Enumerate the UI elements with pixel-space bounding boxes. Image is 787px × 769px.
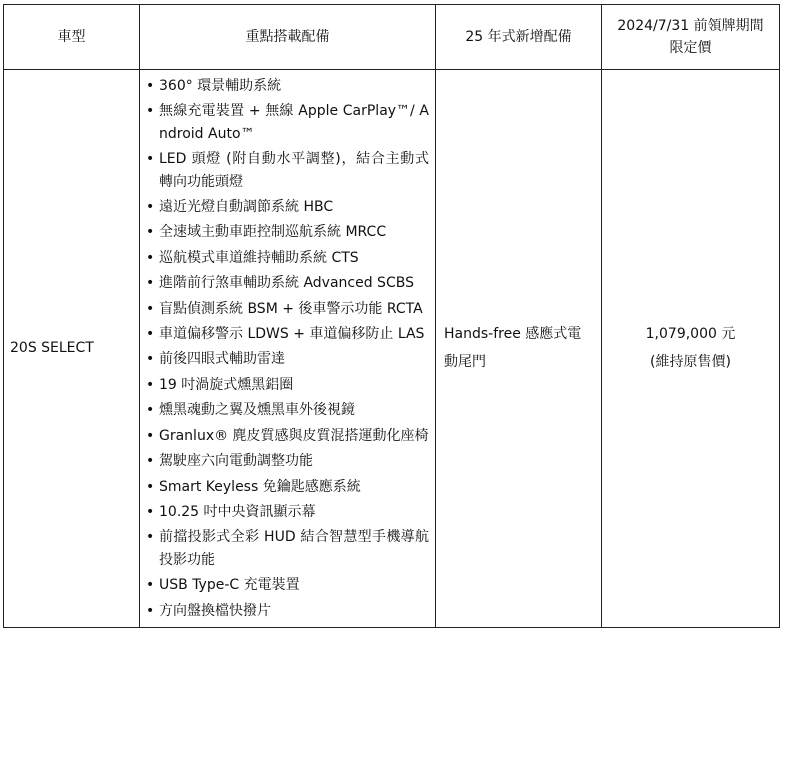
price-cell — [602, 70, 780, 628]
list-item: • 進階前行煞車輔助系統 Advanced SCBS — [146, 272, 429, 294]
header-price-line2: 限定價 — [669, 40, 712, 56]
list-item: • LED 頭燈 (附自動水平調整)，結合主動式轉向功能頭燈 — [146, 148, 429, 193]
feature-list — [146, 75, 429, 622]
header-features: 重點搭載配備 — [140, 5, 436, 70]
header-price-line1: 2024/7/31 前領牌期間 — [617, 18, 764, 34]
header-model: 車型 — [4, 5, 140, 70]
price-note: (維持原售價) — [650, 354, 731, 371]
table-row — [4, 70, 780, 628]
features-cell — [140, 70, 436, 628]
list-item: • 方向盤換檔快撥片 — [146, 600, 429, 622]
list-item: • 燻黑魂動之翼及燻黑車外後視鏡 — [146, 399, 429, 421]
list-item: • Granlux® 麂皮質感與皮質混搭運動化座椅 — [146, 425, 429, 447]
list-item: • 全速域主動車距控制巡航系統 MRCC — [146, 221, 429, 243]
price-value: 1,079,000 元 — [645, 326, 736, 343]
list-item: • 巡航模式車道維持輔助系統 CTS — [146, 247, 429, 269]
list-item: • Smart Keyless 免鑰匙感應系統 — [146, 476, 429, 498]
header-price — [602, 5, 780, 70]
list-item: • 無線充電裝置 + 無線 Apple CarPlay™/ Android Auto™ — [146, 100, 429, 145]
model-cell: 20S SELECT — [4, 70, 140, 628]
spec-table — [3, 4, 780, 628]
header-new-features: 25 年式新增配備 — [436, 5, 602, 70]
list-item: • 盲點偵測系統 BSM + 後車警示功能 RCTA — [146, 298, 429, 320]
list-item: • 19 吋渦旋式燻黑鋁圈 — [146, 374, 429, 396]
list-item: • 前擋投影式全彩 HUD 結合智慧型手機導航投影功能 — [146, 526, 429, 571]
list-item: • 車道偏移警示 LDWS + 車道偏移防止 LAS — [146, 323, 429, 345]
header-row — [4, 5, 780, 70]
list-item: • 360° 環景輔助系統 — [146, 75, 429, 97]
list-item: • USB Type-C 充電裝置 — [146, 574, 429, 596]
list-item: • 遠近光燈自動調節系統 HBC — [146, 196, 429, 218]
new-feature-cell: Hands-free 感應式電動尾門 — [436, 70, 602, 628]
list-item: • 前後四眼式輔助雷達 — [146, 348, 429, 370]
list-item: • 駕駛座六向電動調整功能 — [146, 450, 429, 472]
list-item: • 10.25 吋中央資訊顯示幕 — [146, 501, 429, 523]
